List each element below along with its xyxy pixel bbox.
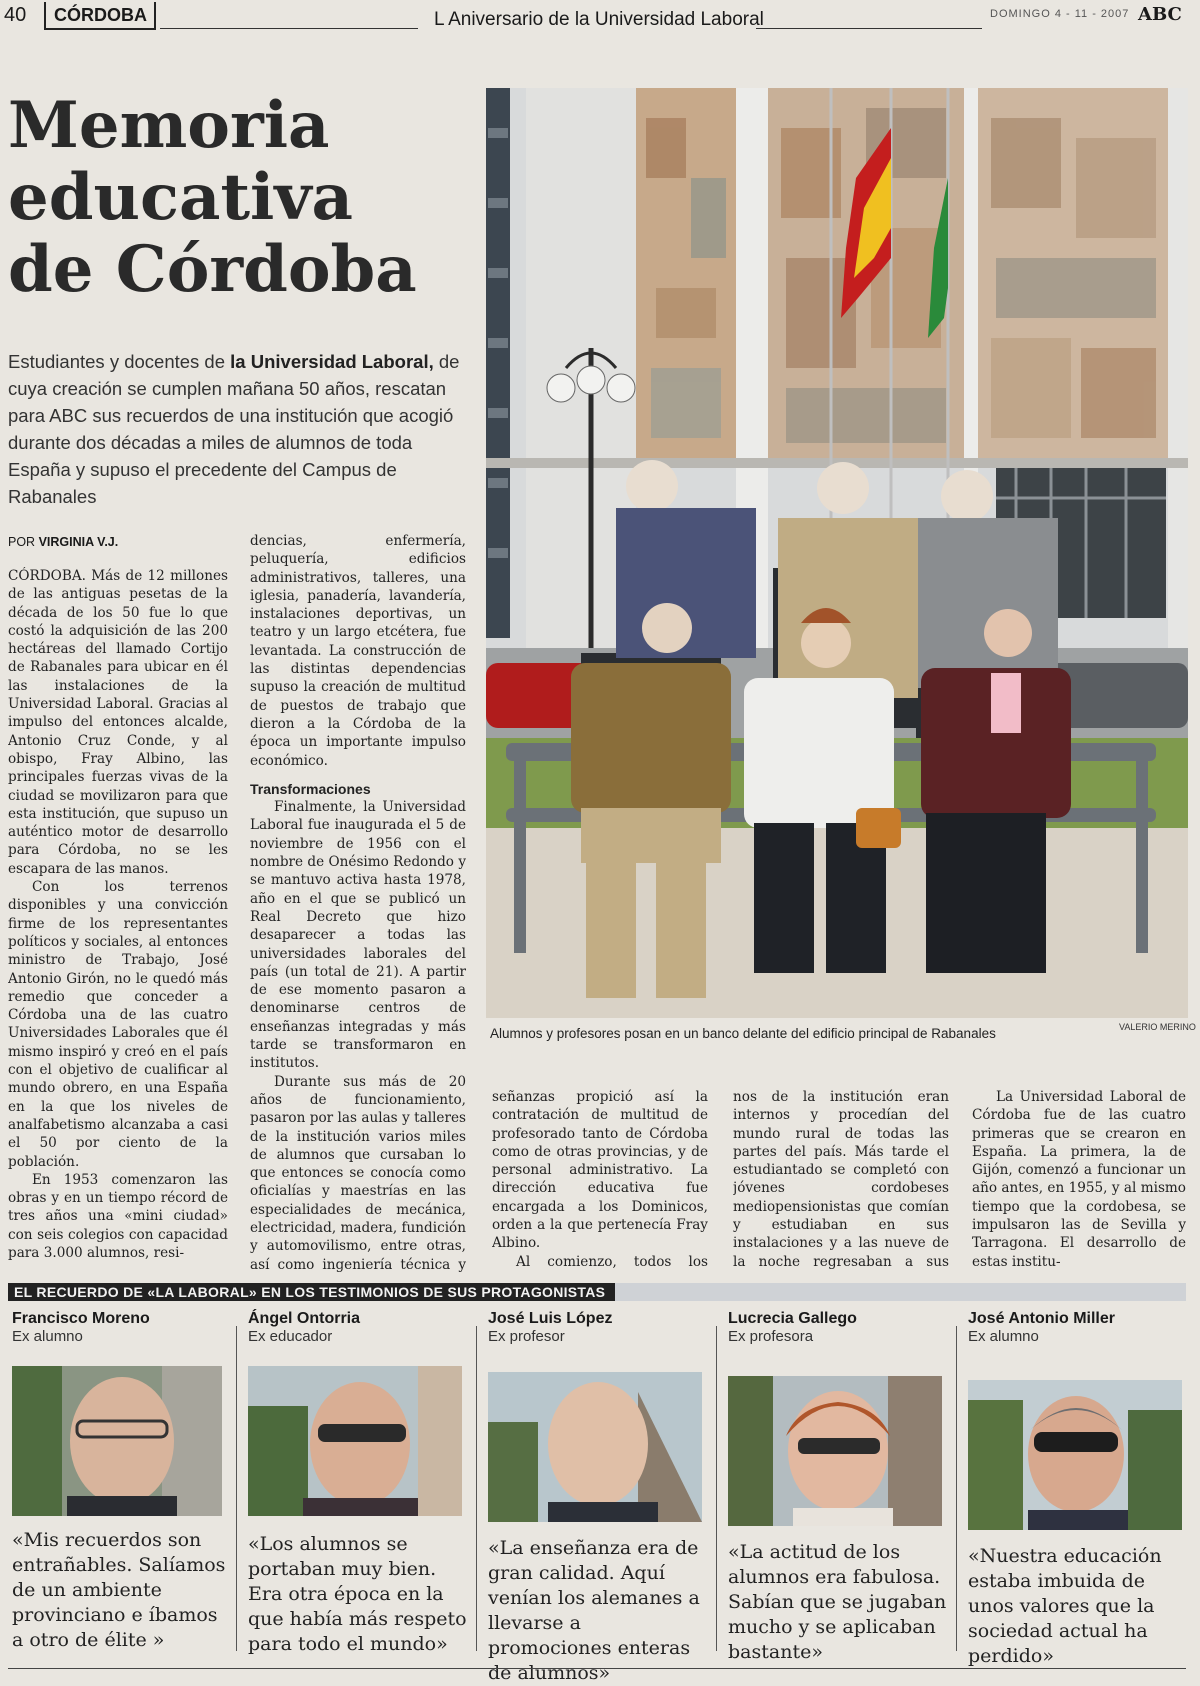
byline — [8, 535, 118, 549]
paragraph: Con los terrenos disponibles y una convicción firme de los representantes políticos y sociales, al entonces ministro de Trabajo, José Antonio Girón, no le quedó más remedio que conceder a Córdoba una de las cuatro Universidades Laborales que él mismo inspiró y creó en el país con el objetivo de cualificar al mundo obrero, en una España en la que los niveles de analfabetismo alcanzaba a casi el 50 por ciento de la población. — [8, 879, 228, 1170]
testimonial-name: Francisco Moreno — [12, 1310, 150, 1327]
subheading: Transformaciones — [250, 780, 371, 797]
portrait-illustration — [12, 1366, 222, 1516]
paragraph: dencias, enfermería, peluquería, edificios administrativos, talleres, una iglesia, panadería, lavandería, instalaciones deportivas, un teatro y un largo etcétera, fue levantada. La construcción de las distintas dependencias supuso la creación de multitud de puestos de trabajo que dieron a la Córdoba de la época un importante impulso económico. — [250, 533, 466, 769]
paragraph: Finalmente, la Universidad Laboral fue inaugurada el 5 de noviembre de 1956 con el nombre de Onésimo Redondo y se mantuvo activa hasta 1978, año en el que se publicó un Real Decreto que hizo desaparecer a todas las universidades laborales del país (un total de 21). A partir de ese momento pasaron a denominarse centros de enseñanzas integradas y más tarde se transformaron en institutos. — [250, 799, 466, 1072]
testimonial-role: Ex alumno — [12, 1328, 83, 1345]
testimonial-card — [12, 1310, 236, 1670]
article-column-4 — [733, 1088, 949, 1273]
article-headline — [8, 90, 478, 306]
testimonial-quote: «Los alumnos se portaban muy bien. Era otra época en la que había más respeto para todo el mundo» — [248, 1533, 467, 1655]
article-column-3 — [492, 1088, 708, 1273]
portrait-illustration — [728, 1376, 942, 1526]
portrait-illustration — [248, 1366, 462, 1516]
portrait-illustration — [968, 1380, 1182, 1530]
paragraph: nos de la institución eran internos y procedían del mundo rural de todas las partes del país. Más tarde el estudiantado se completó con jóvenes cordobeses mediopensionistas que comían y estudiaban en sus instalaciones y a las nueve de la noche regresaban a sus — [733, 1089, 949, 1270]
portrait-photo — [248, 1366, 462, 1516]
bottom-rule — [8, 1668, 1186, 1669]
testimonial-quote: «Nuestra educación estaba imbuida de unos valores que la sociedad actual ha perdido» — [968, 1545, 1162, 1667]
column-divider — [956, 1326, 957, 1651]
article-deck — [8, 348, 478, 510]
testimonial-role: Ex profesor — [488, 1328, 565, 1345]
issue-date: DOMINGO 4 - 11 - 2007 — [990, 8, 1130, 20]
portrait-photo — [488, 1372, 702, 1522]
testimonial-card — [728, 1310, 952, 1670]
paragraph: CÓRDOBA. Más de 12 millones de las antiguas pesetas de la década de los 50 fue lo que costó la adquisición de las 200 hectáreas del llamado Cortijo de Rabanales para ubicar en él las instalaciones de la Universidad Laboral. Gracias al impulso del entonces alcalde, Antonio Cruz Conde, y al obispo, Fray Albino, las principales fuerzas vivas de la ciudad se movilizaron para que esta institución, que supuso un auténtico motor de desarrollo para Córdoba, no se les escapara de las manos. — [8, 568, 228, 877]
testimonial-name: José Luis López — [488, 1310, 613, 1327]
testimonial-role: Ex educador — [248, 1328, 333, 1345]
page-number: 40 — [4, 4, 27, 26]
portrait-photo — [968, 1380, 1182, 1530]
testimonial-name: José Antonio Miller — [968, 1310, 1115, 1327]
portrait-photo — [12, 1366, 222, 1516]
photo-caption: Alumnos y profesores posan en un banco delante del edificio principal de Rabanales — [490, 1026, 996, 1041]
column-divider — [236, 1326, 237, 1651]
testimonial-name: Ángel Ontorria — [248, 1310, 361, 1327]
testimonial-card — [488, 1310, 712, 1684]
section-label: CÓRDOBA — [54, 5, 147, 25]
paragraph: señanzas propició así la contratación de multitud de profesorado tanto de Córdoba como de otras provincias, y de personal administrativo. La dirección educativa fue encargada a los Dominicos, orden a la que pertenecía Fray Albino. — [492, 1089, 708, 1252]
column-divider — [476, 1326, 477, 1651]
deck-text: Estudiantes y docentes de — [8, 351, 231, 372]
article-column-5 — [972, 1088, 1186, 1273]
testimonial-role: Ex alumno — [968, 1328, 1039, 1345]
testimonials-band-title: EL RECUERDO DE «LA LABORAL» EN LOS TESTIMONIOS DE SUS PROTAGONISTAS — [8, 1283, 615, 1301]
photo-credit: VALERIO MERINO — [1119, 1022, 1196, 1032]
testimonial-card — [968, 1310, 1192, 1670]
headline-line: de Córdoba — [8, 232, 417, 307]
testimonial-name: Lucrecia Gallego — [728, 1310, 857, 1327]
paragraph: En 1953 comenzaron las obras y en un tiempo récord de tres años una «mini ciudad» con seis colegios con capacidad para 3.000 alumnos, resi- — [8, 1171, 228, 1261]
testimonial-quote: «La actitud de los alumnos era fabulosa. Sabían que se jugaban mucho y se aplicaban bastante» — [728, 1541, 947, 1663]
group-photo-illustration — [486, 88, 1188, 1018]
article-column-1 — [8, 567, 228, 1272]
testimonial-quote: «Mis recuerdos son entrañables. Salíamos de un ambiente provinciano e íbamos a otro de élite » — [12, 1529, 226, 1651]
portrait-photo — [728, 1376, 942, 1526]
article-column-2 — [250, 532, 466, 1272]
running-title: L Aniversario de la Universidad Laboral — [434, 9, 764, 30]
deck-bold-text: la Universidad Laboral, — [230, 351, 434, 372]
headline-line: Memoria — [8, 88, 330, 163]
newspaper-logo: ABC — [1138, 4, 1182, 25]
paragraph: Al comienzo, todos los — [516, 1253, 708, 1270]
testimonial-quote: «La enseñanza era de gran calidad. Aquí venían los alemanes a llevarse a promociones enteras de alumnos» — [488, 1537, 700, 1684]
headline-line: educativa — [8, 160, 353, 235]
deck-text: de cuya creación se cumplen mañana 50 años, rescatan para ABC sus recuerdos de una institución que acogió durante dos décadas a miles de alumnos de toda España y supuso el precedente del Campus de Rabanales — [8, 351, 460, 507]
byline-prefix: POR — [8, 535, 39, 549]
testimonial-card — [248, 1310, 472, 1670]
paragraph: La Universidad Laboral de Córdoba fue de las cuatro primeras que se crearon en España. La primera, la de Gijón, comenzó a funcionar un año antes, en 1955, y al mismo tiempo que la cordobesa, se impulsaron las de Sevilla y Tarragona. El desarrollo de estas institu- — [972, 1089, 1186, 1270]
byline-author: VIRGINIA V.J. — [38, 535, 119, 549]
portrait-illustration — [488, 1372, 702, 1522]
header-rule-right — [756, 28, 982, 29]
paragraph: Durante sus más de 20 años de funcionamiento, pasaron por las aulas y talleres de la institución varios miles de alumnos que cursaban lo que entonces se conocía como oficialías y maestrías en las especialidades de mecánica, electricidad, madera, fundición y automovilismo, entre otras, así como ingeniería técnica y — [250, 1073, 466, 1272]
testimonial-role: Ex profesora — [728, 1328, 814, 1345]
column-divider — [716, 1326, 717, 1651]
header-rule-left — [160, 28, 418, 29]
group-photo — [486, 88, 1188, 1018]
